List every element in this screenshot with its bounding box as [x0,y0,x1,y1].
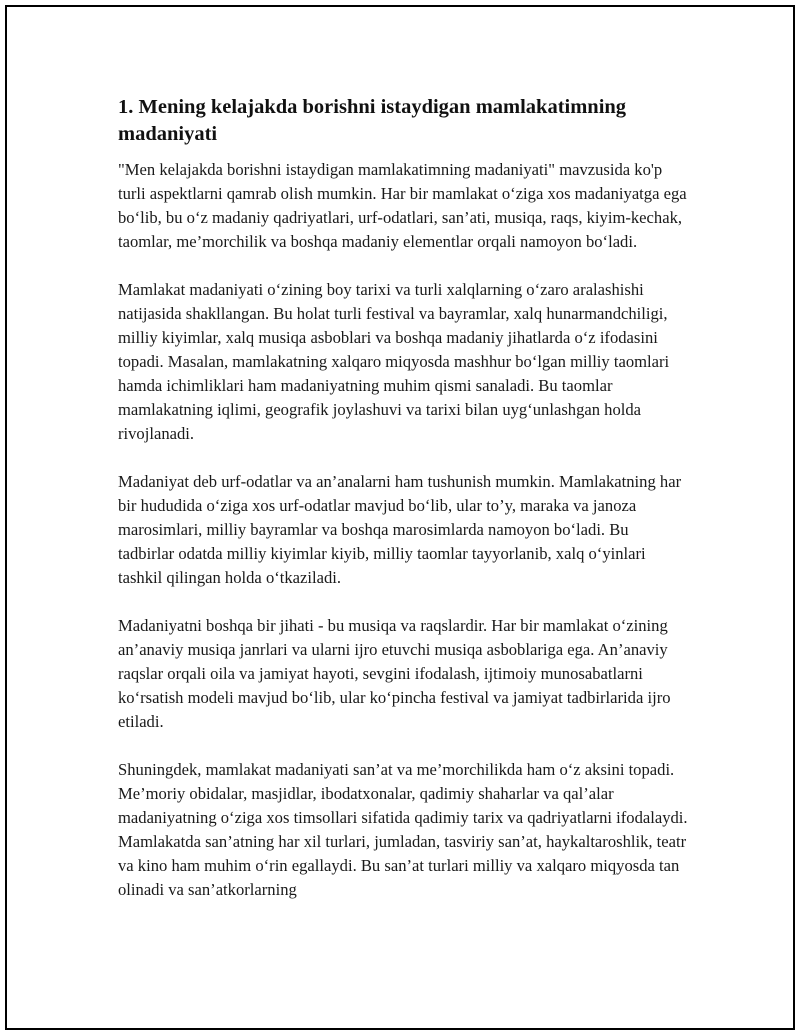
document-heading: 1. Mening kelajakda borishni istaydigan mamlakatimning madaniyati [118,96,627,145]
document-body [118,94,688,926]
paragraph-2: Mamlakat madaniyati o‘zining boy tarixi va turli xalqlarning o‘zaro aralashishi natijasida shakllangan. Bu holat turli festival va bayramlar, xalq hunarmandchiligi, milliy kiyimlar, xalq musiqa asboblari va boshqa madaniy jihatlarda o‘z ifodasini topadi. Masalan, mamlakatning xalqaro miqyosda mashhur bo‘lgan milliy taomlari hamda ichimliklari ham madaniyatning muhim qismi sanaladi. Bu taomlar mamlakatning iqlimi, geografik joylashuvi va tarixi bilan uyg‘unlashgan holda rivojlanadi. [118,280,670,443]
paragraph-5: Shuningdek, mamlakat madaniyati san’at va me’morchilikda ham o‘z aksini topadi. Me’moriy obidalar, masjidlar, ibodatxonalar, qadimiy shaharlar va qal’alar madaniyatning o‘ziga xos timsollari sifatida qadimiy tarix va qadriyatlarni ifodalaydi. Mamlakatda san’atning har xil turlari, jumladan, tasviriy san’at, haykaltaroshlik, teatr va kino ham muhim o‘rin egallaydi. Bu san’at turlari milliy va xalqaro miqyosda tan olinadi va san’atkorlarning [118,760,688,899]
paragraph-1: "Men kelajakda borishni istaydigan mamlakatimning madaniyati" mavzusida ko'p turli aspektlarni qamrab olish mumkin. Har bir mamlakat o‘ziga xos madaniyatga ega bo‘lib, bu o‘z madaniy qadriyatlari, urf-odatlari, san’ati, musiqa, raqs, kiyim-kechak, taomlar, me’morchilik va boshqa madaniy elementlar orqali namoyon bo‘ladi. [118,160,687,251]
paragraph-4: Madaniyatni boshqa bir jihati - bu musiqa va raqslardir. Har bir mamlakat o‘zining an’anaviy musiqa janrlari va ularni ijro etuvchi musiqa asboblariga ega. An’anaviy raqslar orqali oila va jamiyat hayoti, sevgini ifodalash, ijtimoiy munosabatlarni ko‘rsatish modeli mavjud bo‘lib, ular ko‘pincha festival va jamiyat tadbirlarida ijro etiladi. [118,616,671,731]
paragraph-3: Madaniyat deb urf-odatlar va an’analarni ham tushunish mumkin. Mamlakatning har bir hududida o‘ziga xos urf-odatlar mavjud bo‘lib, ular to’y, maraka va janoza marosimlari, milliy bayramlar va boshqa marosimlarda namoyon bo‘ladi. Bu tadbirlar odatda milliy kiyimlar kiyib, milliy taomlar tayyorlanib, xalq o‘yinlari tashkil qilingan holda o‘tkaziladi. [118,472,682,587]
